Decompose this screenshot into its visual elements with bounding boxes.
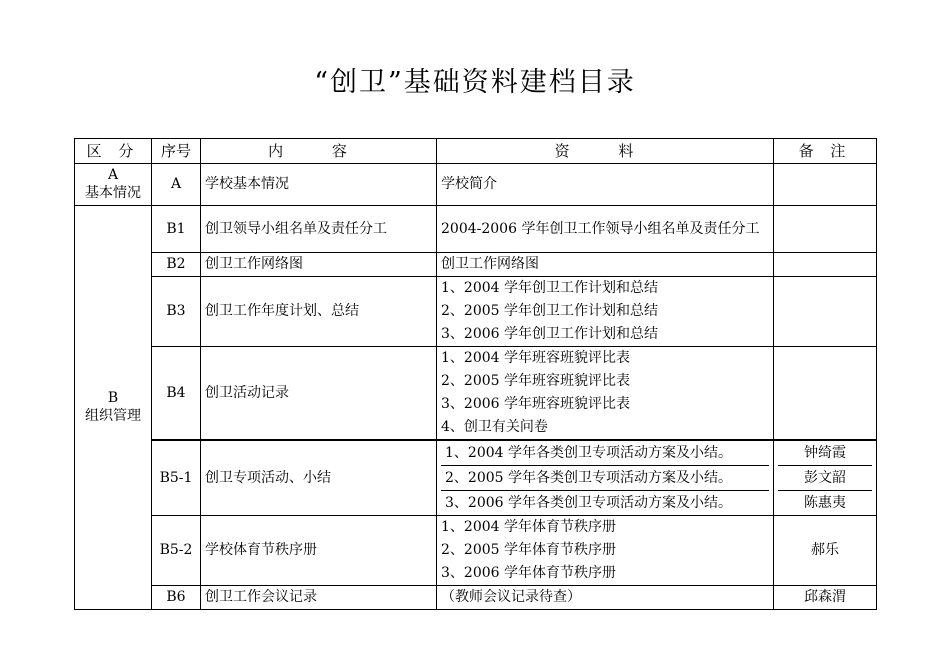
materials-cell (437, 253, 774, 277)
content-cell: 创卫活动记录 (201, 347, 437, 441)
materials-line: 3、2006 学年各类创卫专项活动方案及小结。 (441, 490, 769, 515)
seq-cell: B5-2 (152, 516, 201, 586)
table-row (75, 440, 877, 516)
materials-line: 3、2006 学年体育节秩序册 (441, 565, 616, 581)
table-row (75, 253, 877, 277)
materials-cell (437, 277, 774, 347)
materials-line: 2、2005 学年体育节秩序册 (441, 542, 616, 558)
seq-cell: B1 (152, 206, 201, 253)
catalog-table (74, 138, 877, 610)
remarks-cell (774, 206, 877, 253)
remarks-line: 钟绮霞 (804, 445, 846, 461)
table-row (75, 277, 877, 347)
materials-line: 创卫工作网络图 (441, 256, 539, 272)
materials-line: 3、2006 学年班容班貌评比表 (441, 396, 630, 412)
remarks-cell (774, 253, 877, 277)
materials-line: 1、2004 学年各类创卫专项活动方案及小结。 (445, 445, 732, 461)
remarks-cell: 郝乐 (774, 516, 877, 586)
remarks-cell: 邱森渭 (774, 586, 877, 610)
content-cell: 学校基本情况 (201, 164, 437, 206)
materials-cell (437, 164, 774, 206)
seq-cell: B3 (152, 277, 201, 347)
content-cell: 创卫领导小组名单及责任分工 (201, 206, 437, 253)
content-cell: 创卫专项活动、小结 (201, 440, 437, 516)
materials-line: （教师会议记录待查） (441, 589, 581, 605)
table-row (75, 586, 877, 610)
seq-cell: B4 (152, 347, 201, 441)
seq-cell: B6 (152, 586, 201, 610)
materials-line: 4、创卫有关问卷 (441, 419, 548, 435)
remarks-cell (774, 164, 877, 206)
materials-cell (437, 586, 774, 610)
materials-line: 学校简介 (441, 176, 497, 192)
materials-line: 2、2005 学年创卫工作计划和总结 (441, 303, 658, 319)
header-category: 区 分 (75, 139, 152, 164)
seq-cell: B5-1 (152, 440, 201, 516)
materials-line: 1、2004 学年创卫工作计划和总结 (441, 280, 658, 296)
materials-cell: 2004-2006 学年创卫工作领导小组名单及责任分工 (437, 206, 774, 253)
header-content: 内 容 (201, 139, 437, 164)
header-materials: 资 料 (437, 139, 774, 164)
content-cell: 创卫工作年度计划、总结 (201, 277, 437, 347)
category-code: B (107, 389, 119, 406)
content-cell: 学校体育节秩序册 (201, 516, 437, 586)
content-cell: 创卫工作网络图 (201, 253, 437, 277)
materials-cell (437, 347, 774, 441)
materials-line: 1、2004 学年班容班貌评比表 (441, 350, 630, 366)
category-cell-b (75, 206, 152, 610)
remarks-cell (774, 347, 877, 441)
content-cell: 创卫工作会议记录 (201, 586, 437, 610)
materials-line: 2、2005 学年班容班貌评比表 (441, 373, 630, 389)
table-row (75, 347, 877, 441)
materials-line: 3、2006 学年创卫工作计划和总结 (441, 326, 658, 342)
header-row (75, 139, 877, 164)
remarks-cell (774, 277, 877, 347)
header-seq: 序号 (152, 139, 201, 164)
category-name: 组织管理 (85, 407, 141, 424)
remarks-cell (774, 440, 877, 516)
table-row (75, 206, 877, 253)
seq-cell: A (152, 164, 201, 206)
table-row (75, 164, 877, 206)
table-row (75, 516, 877, 586)
materials-cell (437, 516, 774, 586)
category-name: 基本情况 (85, 184, 141, 201)
materials-line: 2、2005 学年各类创卫专项活动方案及小结。 (441, 465, 769, 490)
header-remarks: 备 注 (774, 139, 877, 164)
remarks-line: 彭文韶 (778, 465, 872, 490)
category-cell-a (75, 164, 152, 206)
page-title: “创卫”基础资料建档目录 (314, 67, 636, 98)
materials-line: 1、2004 学年体育节秩序册 (441, 519, 616, 535)
materials-cell (437, 440, 774, 516)
category-code: A (107, 166, 119, 183)
remarks-line: 陈惠夷 (778, 490, 872, 515)
seq-cell: B2 (152, 253, 201, 277)
